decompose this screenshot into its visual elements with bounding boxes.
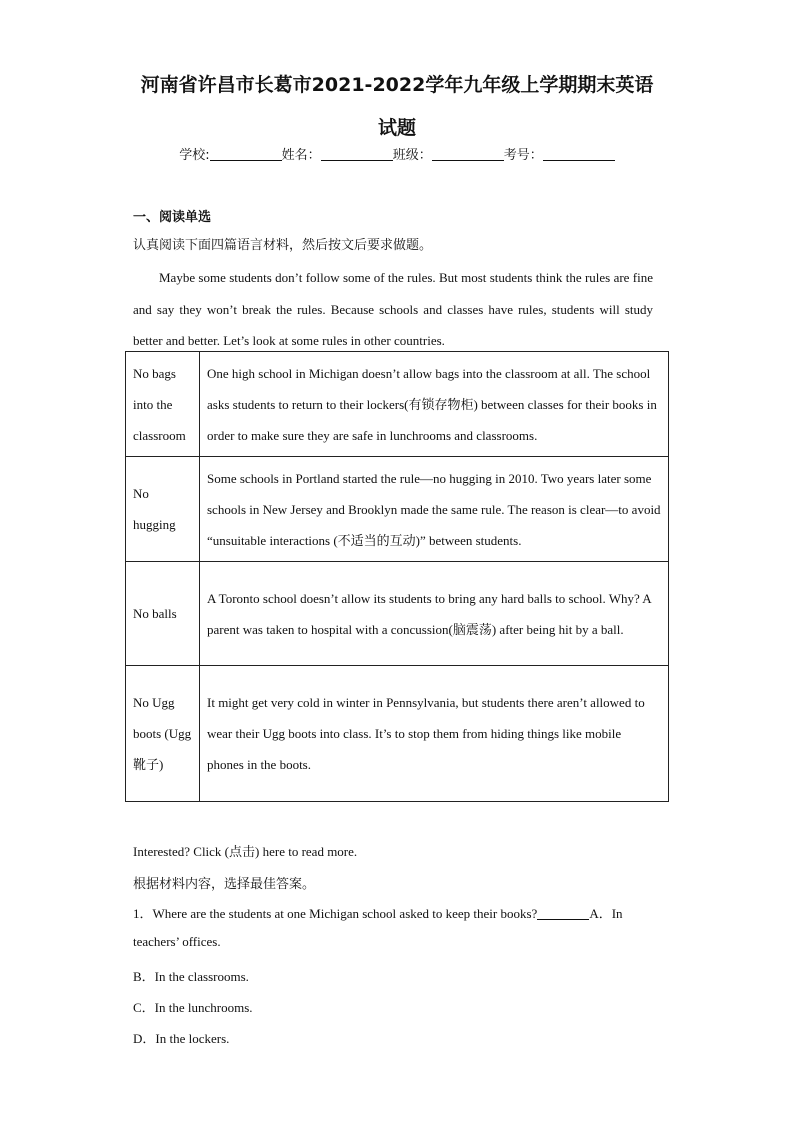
rule-text-cell: Some schools in Portland started the rule—no hugging in 2010. Two years later some schools in New Jersey and Brooklyn made the same rule. The reason is clear—to avoid “unsuitable interactions (不适当的互动)” between students. <box>200 457 669 562</box>
passage-text: Maybe some students don’t follow some of the rules. But most students think the rules are fine and say they won’t break the rules. Because schools and classes have rules, students will study better and better. Let’s look at some rules in other countries. <box>133 270 653 348</box>
exam-title-line1: 河南省许昌市长葛市2021-2022学年九年级上学期期末英语 <box>140 74 654 96</box>
section-heading: 一、阅读单选 <box>133 210 212 225</box>
rule-text-cell: It might get very cold in winter in Pennsylvania, but students there aren’t allowed to wear their Ugg boots into class. It’s to stop them from hiding things like mobile phones in the boots. <box>200 666 669 802</box>
rule-text-cell: One high school in Michigan doesn’t allow bags into the classroom at all. The school asks students to return to their lockers(有锁存物柜) between classes for their books in order to make sure they are safe in lunchrooms and classrooms. <box>200 352 669 457</box>
exam-number-blank[interactable] <box>543 146 615 161</box>
question-1-text: 1．Where are the students at one Michigan school asked to keep their books? <box>133 906 538 921</box>
section-instruction: 认真阅读下面四篇语言材料，然后按文后要求做题。 <box>133 238 433 253</box>
option-c[interactable]: C．In the lunchrooms. <box>133 1000 253 1015</box>
exam-number-label: 考号： <box>503 148 543 163</box>
student-info-row <box>0 144 794 163</box>
rule-name-cell: No bags into the classroom <box>126 352 200 457</box>
question-1-stem <box>133 903 623 922</box>
answer-instruction: 根据材料内容，选择最佳答案。 <box>133 877 316 892</box>
class-blank[interactable] <box>432 146 504 161</box>
school-label: 学校: <box>179 148 210 163</box>
rule-text-cell: A Toronto school doesn’t allow its students to bring any hard balls to school. Why? A parent was taken to hospital with a concussion(脑震荡) after being hit by a ball. <box>200 562 669 666</box>
option-d[interactable]: D．In the lockers. <box>133 1031 230 1046</box>
table-row <box>126 666 669 802</box>
answer-blank[interactable] <box>537 906 589 920</box>
rule-name-cell: No Ugg boots (Ugg 靴子) <box>126 666 200 802</box>
option-a-end[interactable]: teachers’ offices. <box>133 934 221 949</box>
class-label: 班级： <box>392 148 432 163</box>
rules-table <box>125 351 669 802</box>
rule-name-cell: No balls <box>126 562 200 666</box>
exam-title-line2: 试题 <box>377 117 416 139</box>
table-row <box>126 562 669 666</box>
table-row <box>126 457 669 562</box>
rule-name-cell: No hugging <box>126 457 200 562</box>
option-b[interactable]: B．In the classrooms. <box>133 969 249 984</box>
school-blank[interactable] <box>210 146 282 161</box>
read-more-link[interactable]: Interested? Click (点击) here to read more. <box>133 844 358 859</box>
name-blank[interactable] <box>321 146 393 161</box>
reading-passage <box>133 262 653 357</box>
table-row <box>126 352 669 457</box>
option-a-start[interactable]: A．In <box>589 906 623 921</box>
name-label: 姓名： <box>281 148 321 163</box>
